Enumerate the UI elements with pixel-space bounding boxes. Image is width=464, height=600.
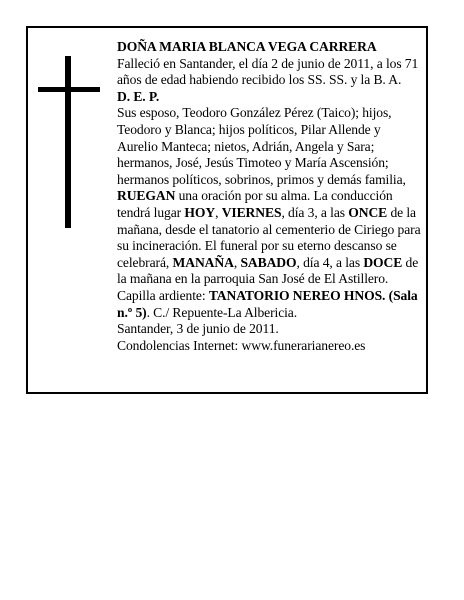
chapel-prefix: Capilla ardiente: — [117, 287, 209, 303]
viernes-word: VIERNES — [221, 204, 282, 220]
once-word: ONCE — [348, 204, 388, 220]
sabado-word: SABADO — [240, 254, 297, 270]
sala-number: (Sala n.º 5) — [117, 287, 418, 320]
chapel-address: . C./ Repuente-La Albericia. — [146, 304, 298, 320]
conduction-text: de la mañana, desde el tanatorio al cementerio de Ciriego para su incineración. El funeral por su eterno descanso se celebrará, — [117, 204, 421, 270]
doce-word: DOCE — [363, 254, 403, 270]
chapel-line — [117, 288, 423, 321]
hoy-word: HOY — [184, 204, 216, 220]
cross-icon — [38, 56, 100, 228]
announcement-paragraph — [117, 105, 423, 288]
cross-vertical-bar — [65, 56, 71, 228]
prayer-text: una oración por su alma. La conducción tendrá lugar — [117, 188, 393, 220]
tanatorio-name: TANATORIO NEREO HNOS. — [208, 287, 386, 303]
separator-text: , — [215, 204, 222, 220]
separator-text-2: , — [233, 254, 241, 270]
cross-horizontal-bar — [38, 87, 100, 92]
day3-text: , día 3, a las — [281, 204, 349, 220]
dep-line: D. E. P. — [117, 88, 160, 104]
funeral-text: de la mañana en la parroquia San José de El Astillero. — [117, 254, 419, 287]
ruegan-word: RUEGAN — [117, 188, 176, 204]
obituary-notice — [26, 26, 428, 394]
family-text: Sus esposo, Teodoro González Pérez (Taico); hijos, Teodoro y Blanca; hijos políticos, Pilar Allende y Aurelio Manteca; nietos, Adrián, Angela y Sara; hermanos, José, Jesús Timoteo y María Ascensión; hermanos políticos, sobrinos, primos y demás familia, — [117, 105, 406, 187]
condolences-line: Condolencias Internet: www.funerarianereo.es — [117, 337, 366, 353]
day4-text: , día 4, a las — [296, 254, 364, 270]
deceased-name: DOÑA MARIA BLANCA VEGA CARRERA — [117, 39, 377, 54]
manana-word: MANAÑA — [172, 254, 234, 270]
death-statement: Falleció en Santander, el día 2 de junio de 2011, a los 71 años de edad habiendo recibido los SS. SS. y la B. A. — [117, 55, 419, 88]
place-date: Santander, 3 de junio de 2011. — [117, 321, 279, 337]
obituary-text — [117, 39, 423, 354]
